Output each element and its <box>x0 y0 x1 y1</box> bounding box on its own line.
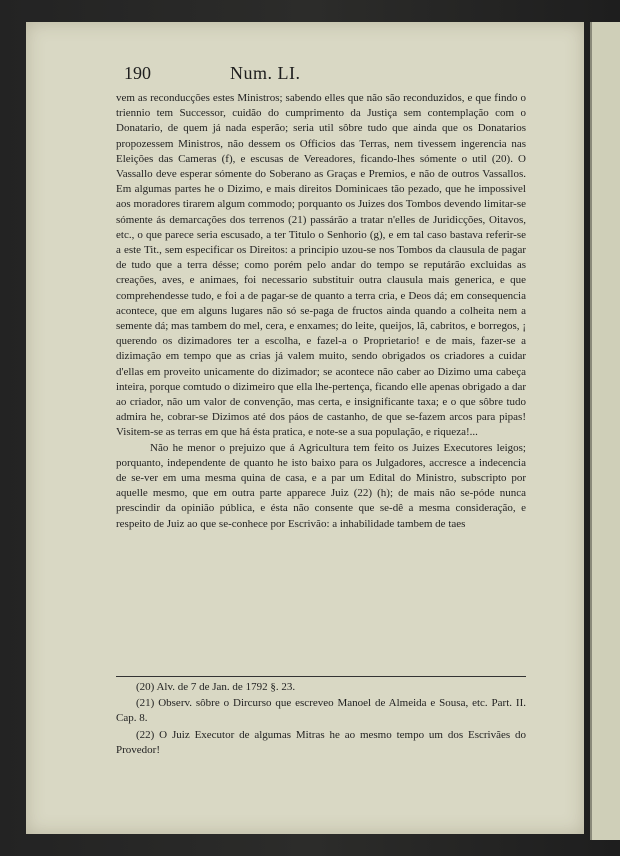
page-header <box>124 63 374 89</box>
main-text <box>116 91 526 532</box>
section-title: Num. LI. <box>230 63 301 83</box>
footnote: (21) Observ. sôbre o Dircurso que escreveo Manoel de Almeida e Sousa, etc. Part. II. Cap. 8. <box>116 697 526 725</box>
facing-page-edge <box>590 22 620 840</box>
footnotes <box>116 680 526 759</box>
footnote-divider <box>116 676 526 677</box>
paragraph: vem as reconducções estes Ministros; sabendo elles que não são reconduzidos, e que findo o triennio tem Successor, cuidão do cumprimento da Justiça sem contemplação com o Donatario, de quem já nada esperão; seria util sôbre tudo que ainda que os Donatarios propozessem Ministros, não dessem os Officios das Terras, nem tivessem ingerencia nas Eleições das Cameras (f), e escusas de Vereadores, ficando-lhes sómente o util (20). O Vassallo deve esperar sómente do Soberano as Graças e Premios, e não de outros Vassallos. Em algumas partes he o Dizimo, e mais direitos Dominicaes tão pezado, que he impossivel aos moradores tirarem algum commodo; porquanto os Juizes dos Tombos devendo limitar-se sómente ás demarcações dos terrenos (21) passárão a tratar n'elles de Juridicções, Oitavos, etc., o que parece seria escusado, a ter Titulo o Senhorio (g), e em tal caso bastava referir-se a este Tit., sem especificar os Direitos: a principio uzou-se nos Tombos da clausula de pagar de tudo que a terra désse; como porém pelo andar do tempo se reputárão excluidas as creações, aves, e animaes, foi necessario substituir outra clausula mais generica, e que comprehendesse tudo, e foi a de pagar-se de quanto a terra cria, e Deos dá; em consequencia acontece, que em alguns lugares não só se-paga de fructos ainda quando a colheita nem a semente dá; mas tambem do mel, cera, e enxames; do leite, queijos, lã, cabritos, e borregos, ¡ querendo os dizimadores ter a escolha, e fazel-a o Proprietario! e de mais, fazer-se a dizimação em tempo que as crias já valem muito, sendo obrigados os criadores a cuidar d'ellas em proveito unicamente do dizimador; se acontece não caber ao Dizimo uma cabeça inteira, porque comtudo o dizimeiro que ella lhe-pertença, ficando elle apenas obrigado a dar ao criador, não um valor de convenção, mas certa, e insignificante taxa; e o que sôbre tudo admira he, cobrar-se Dizimos até dos páos de castanho, de que se-fazem arcos para pipas! Visitem-se as terras em que há ésta pratica, e note-se a sua população, e riqueza!... <box>116 92 526 439</box>
page-number: 190 <box>124 63 151 83</box>
footnote: (22) O Juiz Executor de algumas Mitras he ao mesmo tempo um dos Escrivães do Provedor! <box>116 728 526 756</box>
footnote: (20) Alv. de 7 de Jan. de 1792 §. 23. <box>136 681 296 693</box>
paragraph: Não he menor o prejuizo que á Agricultura tem feito os Juizes Executores leigos; porquanto, independente de quanto he isto baixo para os Julgadores, accresce a indecencia de se-ver em uma mesma quina de casa, e a par um Edital do Ministro, subscripto por aquelle mesmo, que em outra parte apparece Juiz (22) (h); de mais não se-póde nunca prescindir da opinião pública, e ésta não consente que se-dê a mesma consideração, e respeito de Juiz ao que se-conhece por Escrivão: a inhabilidade tambem de taes <box>116 441 526 530</box>
